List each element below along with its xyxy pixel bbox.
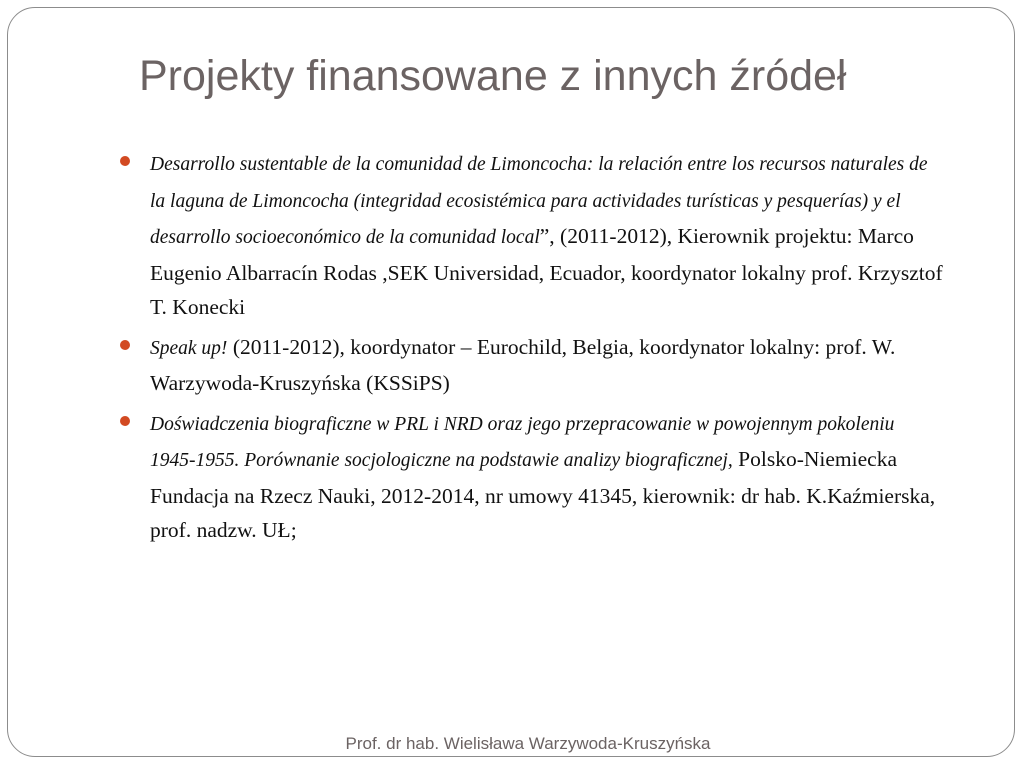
bullet-dot-icon <box>120 156 130 166</box>
project-title-italic: Desarrollo sustentable de la comunidad de Limoncocha: la relación entre los recursos naturales de la laguna de Limoncocha (integridad ecosistémica para actividades turísticas y pesquerías) y el desarrollo socioeconómico de la comunidad local <box>150 154 928 248</box>
bullet-dot-icon <box>120 340 130 350</box>
slide-title: Projekty finansowane z innych źródeł <box>139 52 847 100</box>
project-details: ”, (2011-2012), Kierownik projektu: Marco Eugenio Albarracín Rodas ,SEK Universidad, Ecuador, koordynator lokalny prof. Krzysztof T. Konecki <box>150 224 943 319</box>
bullet-list <box>119 146 944 553</box>
project-details: Polsko-Niemiecka Fundacja na Rzecz Nauki, 2012-2014, nr umowy 41345, kierownik: dr hab. K.Kaźmierska, prof. nadzw. UŁ; <box>150 447 936 542</box>
slide-footer: Prof. dr hab. Wielisława Warzywoda-Kruszyńska <box>345 734 711 753</box>
bullet-dot-icon <box>120 416 130 426</box>
bullet-item-biographical-experiences <box>119 406 944 548</box>
project-details: (2011-2012), koordynator – Eurochild, Belgia, koordynator lokalny: prof. W. Warzywoda-Kruszyńska (KSSiPS) <box>150 334 896 395</box>
project-title-italic: Doświadczenia biograficzne w PRL i NRD oraz jego przepracowanie w powojennym pokoleniu 1945-1955. Porównanie socjologiczne na podstawie analizy biograficznej, <box>150 413 895 471</box>
project-title-italic: Speak up! <box>150 337 228 359</box>
bullet-item-speak-up <box>119 330 944 401</box>
bullet-item-limoncocha <box>119 146 944 325</box>
